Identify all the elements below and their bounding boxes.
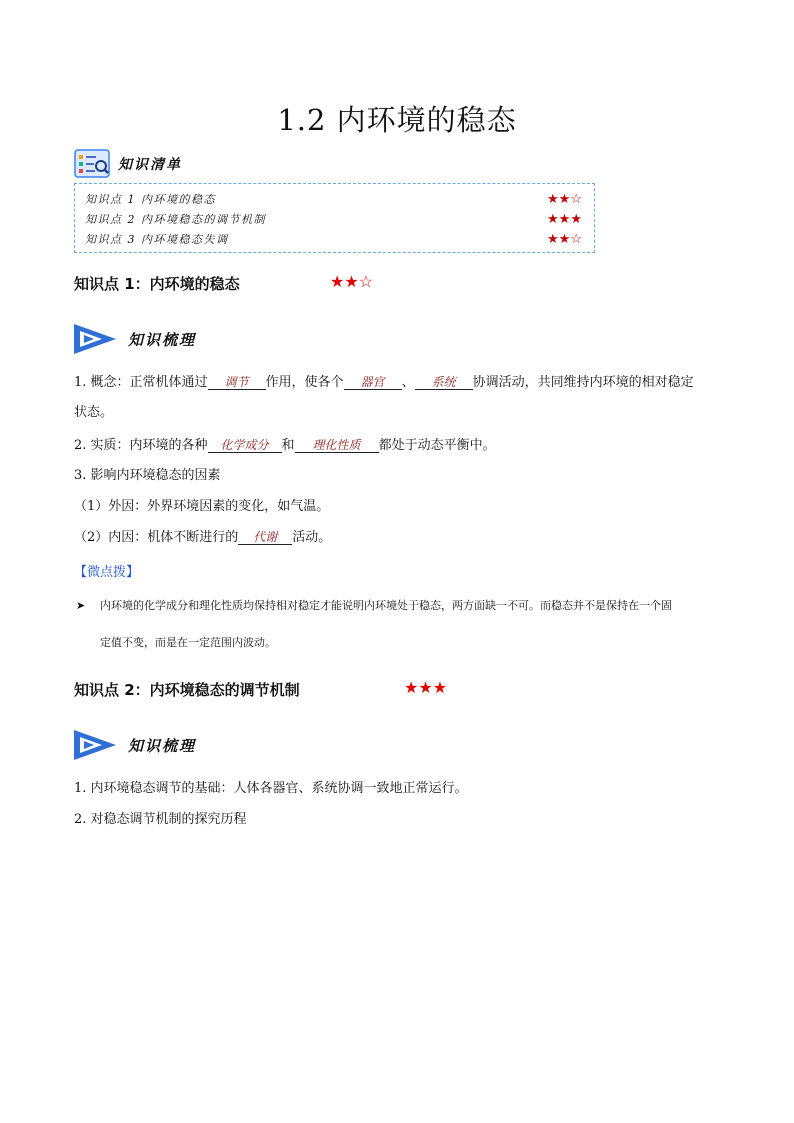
text: 都处于动态平衡中。 [378, 438, 496, 453]
paragraph-history: 2. 对稳态调节机制的探究历程 [74, 812, 247, 827]
text: （2）内因：机体不断进行的 [74, 530, 239, 545]
toc-header-label: 知识清单 [118, 157, 182, 173]
answer-blank: 器官 [344, 375, 402, 390]
play-arrow-icon [72, 728, 118, 762]
toc-item-stars: ★★☆ [547, 231, 582, 247]
paragraph-concept [74, 373, 694, 393]
paragraph-basis: 1. 内环境稳态调节的基础：人体各器官、系统协调一致地正常运行。 [74, 781, 468, 796]
section1-subheader [72, 322, 196, 356]
toc-item-stars: ★★☆ [547, 191, 582, 207]
tip-label: 【微点拨】 [74, 565, 140, 580]
toc-box [74, 183, 595, 253]
section2-stars: ★★★ [404, 678, 448, 697]
text: 协调活动，共同维持内环境的相对稳定 [472, 375, 694, 390]
text: 和 [281, 438, 295, 453]
toc-header [74, 149, 182, 179]
section2-subheader-label: 知识梳理 [128, 736, 197, 755]
section2-heading: 知识点 2：内环境稳态的调节机制 [74, 681, 300, 699]
paragraph-internal [74, 528, 331, 548]
text: 活动。 [292, 530, 332, 545]
text: 作用，使各个 [265, 375, 344, 390]
section2-subheader [72, 728, 196, 762]
toc-item-stars: ★★★ [547, 211, 582, 227]
note-line: 内环境的化学成分和理化性质均保持相对稳定才能说明内环境处于稳态，两方面缺一不可。而稳态并不是保持在一个固 [100, 599, 672, 612]
answer-blank: 化学成分 [208, 438, 282, 453]
text: 、 [401, 375, 415, 390]
answer-blank: 调节 [208, 375, 266, 390]
paragraph-concept-cont: 状态。 [74, 405, 114, 420]
answer-blank: 系统 [415, 375, 473, 390]
toc-item-label: 知识点 1 内环境的稳态 [85, 193, 216, 206]
text: 1. 概念：正常机体通过 [74, 375, 208, 390]
toc-item-label: 知识点 2 内环境稳态的调节机制 [85, 213, 266, 226]
section1-heading: 知识点 1：内环境的稳态 [74, 275, 240, 293]
paragraph-essence [74, 436, 496, 456]
section1-subheader-label: 知识梳理 [128, 330, 197, 349]
checklist-icon [74, 149, 112, 179]
toc-item [85, 229, 582, 249]
answer-blank: 理化性质 [295, 438, 379, 453]
section1-stars: ★★☆ [330, 272, 374, 291]
answer-blank: 代谢 [238, 530, 292, 545]
toc-item [85, 209, 582, 229]
bullet-arrow-icon: ➤ [76, 599, 86, 612]
play-arrow-icon [72, 322, 118, 356]
toc-item [85, 189, 582, 209]
paragraph-external: （1）外因：外界环境因素的变化，如气温。 [74, 499, 330, 514]
page-title: 1.2 内环境的稳态 [277, 103, 517, 137]
text: 2. 实质：内环境的各种 [74, 438, 208, 453]
note-line: 定值不变，而是在一定范围内波动。 [100, 636, 276, 649]
paragraph-factors: 3. 影响内环境稳态的因素 [74, 468, 221, 483]
toc-item-label: 知识点 3 内环境稳态失调 [85, 233, 229, 246]
